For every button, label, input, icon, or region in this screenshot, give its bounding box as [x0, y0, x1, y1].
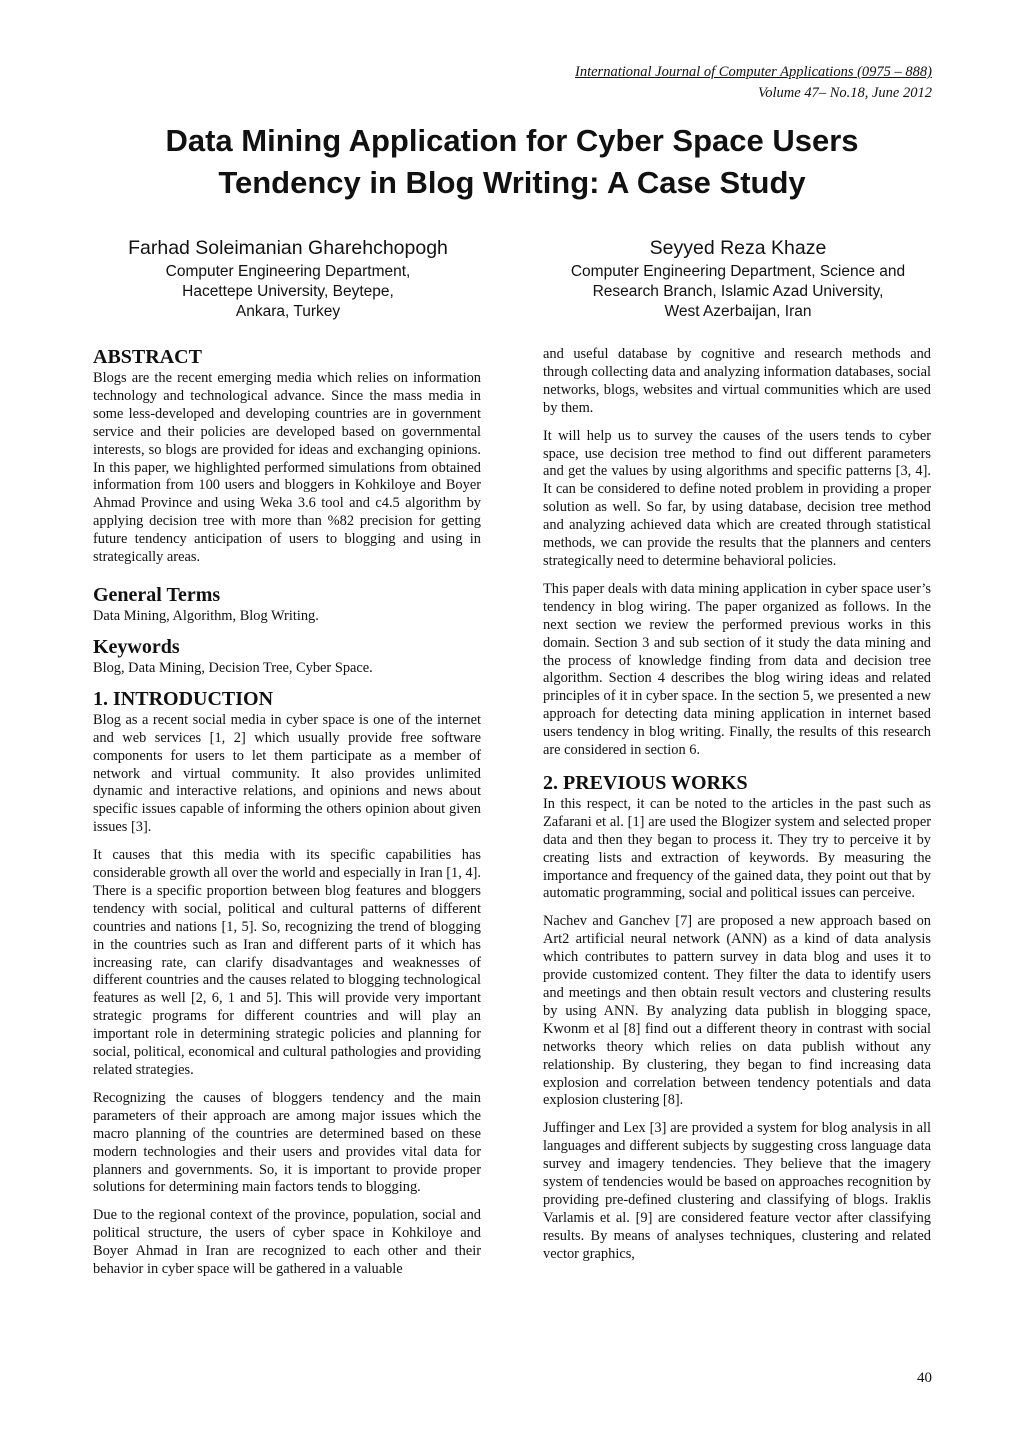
introduction-heading: 1. INTRODUCTION [93, 687, 274, 710]
general-terms-text: Data Mining, Algorithm, Blog Writing. [93, 607, 319, 624]
paragraph: It will help us to survey the causes of the users tends to cyber space, use decision tree method to find out different parameters and get the values by using algorithms and specific patterns [3, 4]. It can be considered to define noted problem in providing a proper solution as well. So far, by using database, decision tree method and analyzing achieved data which are created through statistical methods, we can provide the results that the planners and centers strategically need to determine behavioral policies. [543, 427, 931, 569]
title-line-1: Data Mining Application for Cyber Space Users [165, 123, 859, 158]
author-affiliation-line: West Azerbaijan, Iran [664, 303, 812, 320]
paragraph: Blog as a recent social media in cyber space is one of the internet and web services [1, 2] which usually provide free software components for users to let them participate as a member of network and virtual community. It also provides unlimited dynamic and interactive relations, and opinions and news about specific issues capable of informing the others opinion about given issues [3]. [93, 711, 481, 836]
author-affiliation-line: Computer Engineering Department, [165, 263, 411, 280]
general-terms-heading: General Terms [93, 583, 221, 606]
author-name: Seyyed Reza Khaze [649, 237, 827, 259]
author-affiliation-line: Hacettepe University, Beytepe, [182, 283, 394, 300]
left-column [93, 344, 481, 1289]
journal-name: International Journal of Computer Applications (0975 – 888) [575, 64, 932, 80]
paper-title [60, 120, 964, 204]
paragraph: Due to the regional context of the province, population, social and political structure, the users of cyber space in Kohkiloye and Boyer Ahmad in Iran are recognized to each other and their behavior in cyber space will be gathered in a valuable [93, 1207, 481, 1278]
keywords-text: Blog, Data Mining, Decision Tree, Cyber Space. [93, 659, 373, 676]
author-affiliation-line: Ankara, Turkey [235, 303, 341, 320]
title-line-2: Tendency in Blog Writing: A Case Study [218, 165, 806, 200]
paragraph: This paper deals with data mining application in cyber space user’s tendency in blog wiring. The paper organized as follows. In the next section we review the performed previous works in this domain. Section 3 and sub section of it study the data mining and the process of knowledge finding from data and decision tree algorithm. Section 4 describes the blog wiring ideas and related principles of it in cyber space. In the section 5, we presented a new approach for detecting data mining application in internet based users tendency in blog writing. Finally, the results of this research are considered in section 6. [543, 580, 931, 759]
keywords-heading: Keywords [93, 635, 180, 658]
right-column [543, 346, 931, 1274]
previous-works-heading: 2. PREVIOUS WORKS [543, 771, 748, 794]
journal-header [575, 62, 932, 104]
author-name: Farhad Soleimanian Gharehchopogh [128, 237, 448, 259]
author-affiliation-line: Research Branch, Islamic Azad University, [592, 283, 884, 300]
author-affiliation-line: Computer Engineering Department, Science and [570, 263, 906, 280]
paragraph: Recognizing the causes of bloggers tendency and the main parameters of their approach are among major issues which the macro planning of the countries are determined based on these modern technologies and their users and provides vital data for planners and governments. So, it is important to provide proper solutions for determining main factors tends to blogging. [93, 1089, 481, 1196]
paragraph: It causes that this media with its specific capabilities has considerable growth all over the world and especially in Iran [1, 4]. There is a specific proportion between blog features and bloggers tendency with social, political and cultural patterns of different countries and nations [1, 5]. So, recognizing the trend of blogging in the countries such as Iran and different parts of it which has increasing rate, can clarify disadvantages and weaknesses of different countries and the causes related to blogging technological features as well [2, 6, 1 and 5]. This will provide very important strategic programs for different countries and will play an important role in determining strategic policies and planning for social, political, economical and cultural pathologies and providing related strategies. [93, 847, 482, 1078]
abstract-text: Blogs are the recent emerging media which relies on information technology and technological advance. Since the mass media in some less-developed and developing countries are in government service and their policies are developed based on governmental interests, so blogs are provided for ideas and exchanging opinions. In this paper, we highlighted performed simulations from obtained information from 100 users and bloggers in Kohkiloye and Boyer Ahmad Province and using Weka 3.6 tool and c4.5 algorithm by applying decision tree with more than %82 precision for getting future tendency anticipation of users to blogging and using in strategically areas. [93, 370, 481, 566]
page-number: 40 [917, 1370, 932, 1386]
paragraph: Nachev and Ganchev [7] are proposed a new approach based on Art2 artificial neural network (ANN) as a kind of data analysis which contributes to pattern survey in data blog and uses it to provide customized content. They filter the data to identify users and meetings and then obtain result vectors and clustering results by using ANN. By analyzing data publish in blogging space, Kwonm et al [8] find out a different theory in contrast with social networks theory which relies on data publish without any relationship. By clustering, they began to find increasing data explosion and correlation between tendency potentials and data explosion clustering [8]. [543, 913, 931, 1109]
author-1 [78, 234, 498, 322]
paragraph: Juffinger and Lex [3] are provided a system for blog analysis in all languages and different subjects by suggesting cross language data survey and imagery tendencies. They believe that the imagery system of tendencies would be based on approaches recognition by providing pre-defined clustering and classifying of blogs. Iraklis Varlamis et al. [9] are considered feature vector after classifying results. By means of analyses techniques, clustering and related vector graphics, [543, 1120, 931, 1262]
abstract-heading: ABSTRACT [93, 346, 202, 368]
paragraph: In this respect, it can be noted to the articles in the past such as Zafarani et al. [1] are used the Blogizer system and selected proper data and then they began to process it. They try to perceive it by creating lists and extraction of keywords. By measuring the importance and frequency of the gained data, they point out that by automatic programming, social and political issues can perceive. [543, 795, 931, 902]
paragraph: and useful database by cognitive and research methods and through collecting data and analyzing information databases, social networks, blogs, websites and virtual communities which are used by them. [543, 346, 931, 416]
journal-volume: Volume 47– No.18, June 2012 [758, 85, 932, 101]
author-2 [528, 234, 948, 322]
